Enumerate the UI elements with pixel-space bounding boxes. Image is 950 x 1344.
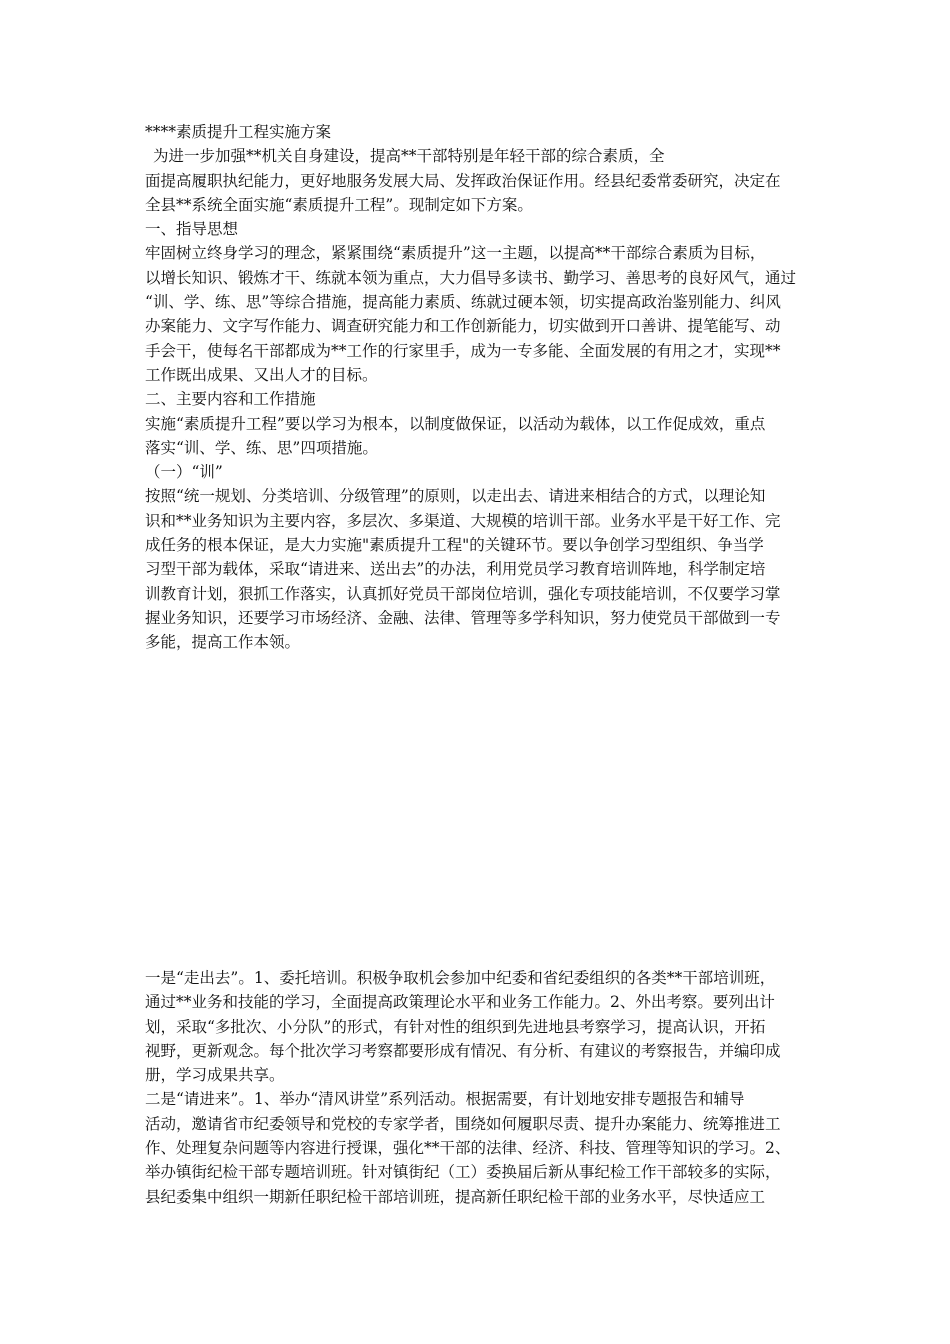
text-line: 活动，邀请省市纪委领导和党校的专家学者，围绕如何履职尽责、提升办案能力、统筹推进工 (145, 1114, 781, 1133)
text-line: 握业务知识，还要学习市场经济、金融、法律、管理等多学科知识，努力使党员干部做到一专 (145, 608, 781, 627)
text-line: “训、学、练、思”等综合措施，提高能力素质、练就过硬本领，切实提高政治鉴别能力、纠风 (145, 293, 781, 312)
text-line: 册，学习成果共享。 (145, 1066, 285, 1085)
text-line: 训教育计划，狠抓工作落实，认真抓好党员干部岗位培训，强化专项技能培训，不仅要学习掌 (145, 584, 781, 603)
text-line: 牢固树立终身学习的理念，紧紧围绕“素质提升”这一主题，以提高**干部综合素质为目标， (145, 244, 766, 263)
text-line: 二是“请进来”。1、举办“清风讲堂”系列活动。根据需要，有计划地安排专题报告和辅导 (145, 1090, 745, 1109)
text-line: 手会干，使每名干部都成为**工作的行家里手，成为一专多能、全面发展的有用之才，实现** (145, 341, 781, 360)
text-line: 识和**业务知识为主要内容，多层次、多渠道、大规模的培训干部。业务水平是干好工作、完 (145, 511, 781, 530)
text-line: 作、处理复杂问题等内容进行授课，强化**干部的法律、经济、科技、管理等知识的学习。2、 (145, 1139, 791, 1158)
text-line: 按照“统一规划、分类培训、分级管理”的原则，以走出去、请进来相结合的方式，以理论知 (145, 487, 766, 506)
document-title: ****素质提升工程实施方案 (145, 123, 332, 141)
text-line: 通过**业务和技能的学习，全面提高政策理论水平和业务工作能力。2、外出考察。要列出计 (145, 993, 775, 1012)
text-line: 办案能力、文字写作能力、调查研究能力和工作创新能力，切实做到开口善讲、提笔能写、动 (145, 317, 781, 336)
text-line: 举办镇街纪检干部专题培训班。针对镇街纪（工）委换届后新从事纪检工作干部较多的实际， (145, 1163, 781, 1182)
text-line: 为进一步加强**机关自身建设，提高**干部特别是年轻干部的综合素质，全 (153, 147, 665, 166)
subsection-heading: （一）“训” (145, 463, 223, 482)
document-body-bottom (145, 966, 811, 1209)
text-line: 工作既出成果、又出人才的目标。 (145, 365, 378, 384)
text-line: 划，采取“多批次、小分队”的形式，有针对性的组织到先进地县考察学习，提高认识，开拓 (145, 1017, 766, 1036)
section-heading: 一、指导思想 (145, 220, 239, 239)
text-line: 一是“走出去”。1、委托培训。积极争取机会参加中纪委和省纪委组织的各类**干部培训班， (145, 969, 776, 987)
text-line: 习型干部为载体，采取“请进来、送出去”的办法，利用党员学习教育培训阵地，科学制定培 (145, 560, 766, 579)
section-heading: 二、主要内容和工作措施 (145, 390, 316, 409)
document-body-top (145, 120, 811, 655)
text-line: 视野，更新观念。每个批次学习考察都要形成有情况、有分析、有建议的考察报告，并编印成 (145, 1041, 781, 1060)
text-line: 落实“训、学、练、思”四项措施。 (145, 438, 378, 457)
text-line: 多能，提高工作本领。 (145, 633, 301, 652)
text-line: 成任务的根本保证，是大力实施"素质提升工程"的关键环节。要以争创学习型组织、争当学 (145, 536, 764, 555)
text-line: 县纪委集中组织一期新任职纪检干部培训班，提高新任职纪检干部的业务水平，尽快适应工 (145, 1187, 766, 1206)
text-line: 实施“素质提升工程”要以学习为根本，以制度做保证，以活动为载体，以工作促成效，重点 (145, 414, 766, 433)
text-line: 全县**系统全面实施“素质提升工程”。现制定如下方案。 (145, 195, 533, 214)
text-line: 以增长知识、锻炼才干、练就本领为重点，大力倡导多读书、勤学习、善思考的良好风气，通过 (145, 268, 797, 287)
text-line: 面提高履职执纪能力，更好地服务发展大局、发挥政治保证作用。经县纪委常委研究，决定在 (145, 171, 781, 190)
